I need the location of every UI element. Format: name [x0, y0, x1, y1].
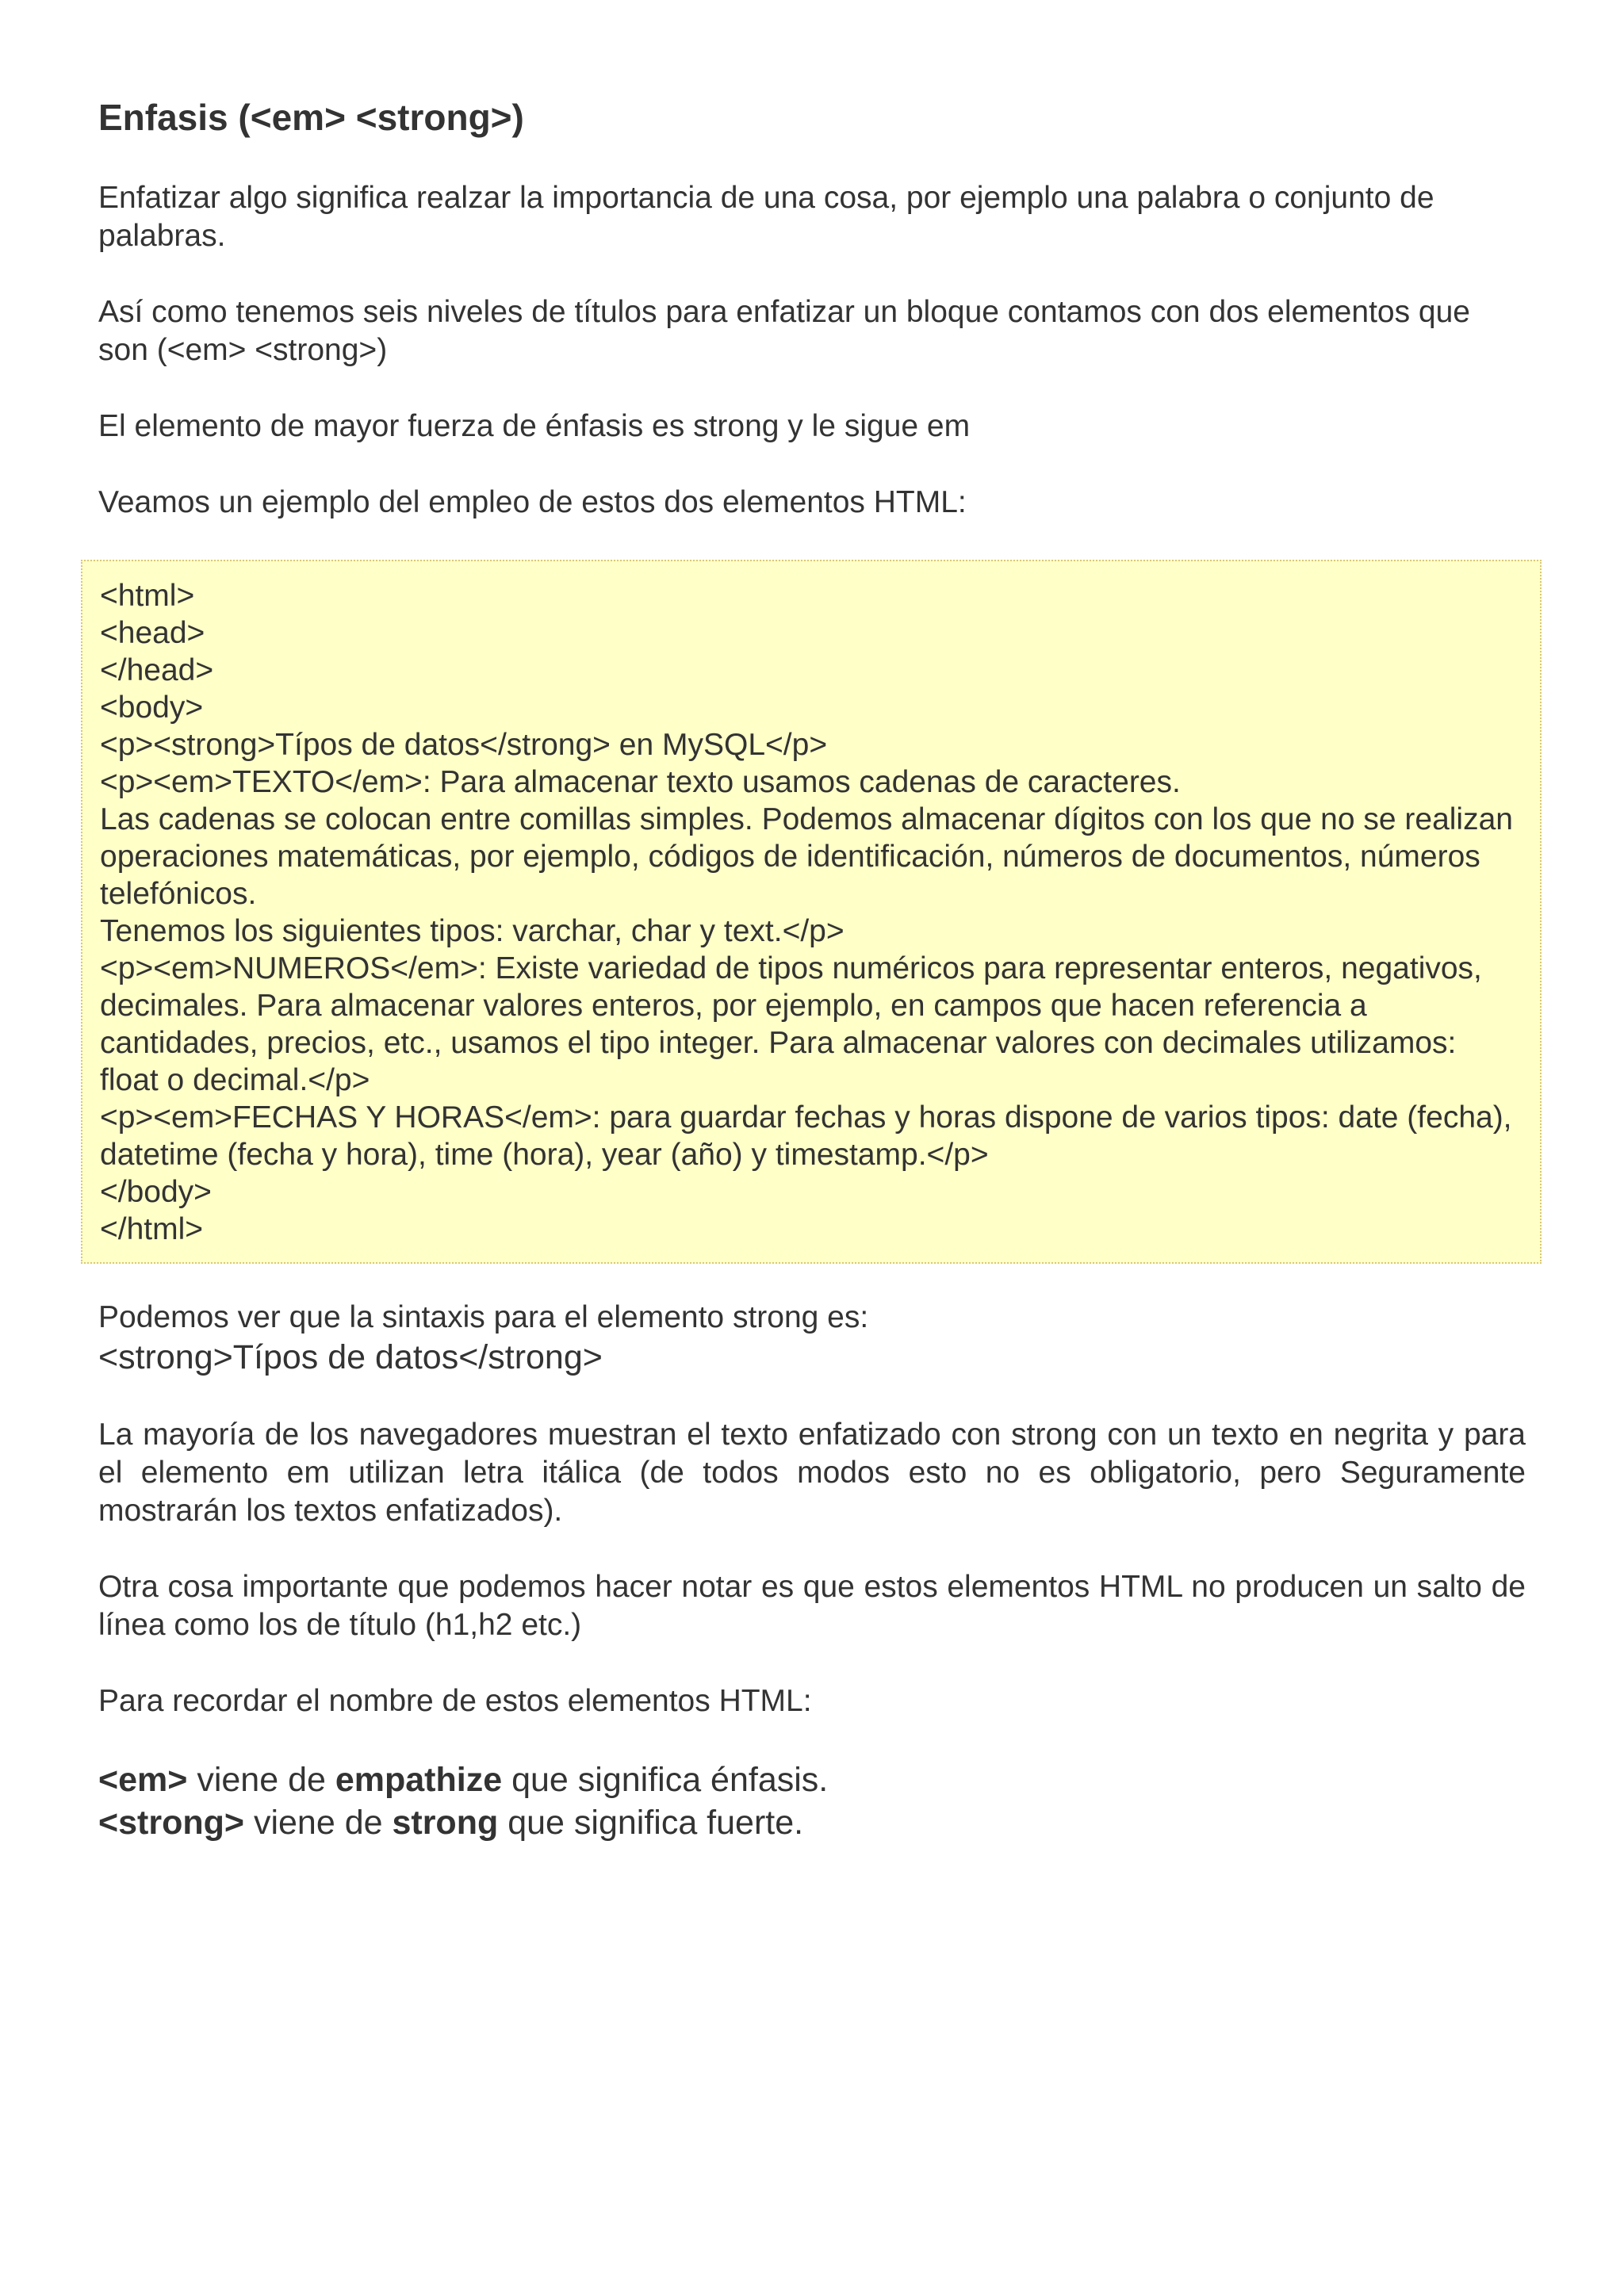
- code-line: <p><strong>Típos de datos</strong> en MySQL</p>: [100, 728, 828, 762]
- syntax-intro: Podemos ver que la sintaxis para el elemento strong es:: [98, 1300, 869, 1334]
- code-line: </body>: [100, 1175, 212, 1209]
- page-title: Enfasis (<em> <strong>): [98, 97, 524, 138]
- mnemonic-em-tag: <em>: [98, 1761, 188, 1799]
- code-line: <p><em>TEXTO</em>: Para almacenar texto usamos cadenas de caracteres.: [100, 765, 1181, 799]
- code-example-box: [81, 560, 1542, 1264]
- mnemonic-strong-end: que significa fuerte.: [498, 1804, 804, 1842]
- paragraph-definition: Enfatizar algo significa realzar la importancia de una cosa, por ejemplo una palabra o conjunto de palabras.: [98, 181, 1434, 253]
- syntax-example: <strong>Típos de datos</strong>: [98, 1338, 603, 1376]
- code-line: <p><em>FECHAS Y HORAS</em>: para guardar fechas y horas dispone de varios tipos: date (fecha), datetime (fecha y hora), time (hora), year (año) y timestamp.</p>: [100, 1100, 1521, 1172]
- mnemonic-em-end: que significa énfasis.: [502, 1761, 829, 1799]
- code-line: <p><em>NUMEROS</em>: Existe variedad de tipos numéricos para representar enteros, negativos, decimales. Para almacenar valores enteros, por ejemplo, en campos que hacen referencia a cantidades, precios, etc., usamos el tipo integer. Para almacenar valores con decimales utilizamos: float o decimal.</p>: [100, 951, 1491, 1097]
- document-page: [98, 94, 1526, 1844]
- mnemonic-strong: [98, 1801, 1526, 1844]
- mnemonic-strong-mid: viene de: [244, 1804, 393, 1842]
- mnemonic-em: [98, 1758, 1526, 1801]
- code-line: Las cadenas se colocan entre comillas simples. Podemos almacenar dígitos con los que no se realizan operaciones matemáticas, por ejemplo, códigos de identificación, números de documentos, números telefónicos.: [100, 802, 1522, 911]
- mnemonic-strong-word: strong: [392, 1804, 499, 1842]
- paragraph-strength: El elemento de mayor fuerza de énfasis es strong y le sigue em: [98, 409, 971, 443]
- mnemonic-em-word: empathize: [335, 1761, 503, 1799]
- paragraph-no-line-break: Otra cosa importante que podemos hacer notar es que estos elementos HTML no producen un salto de línea como los de título (h1,h2 etc.): [98, 1570, 1526, 1642]
- code-line: Tenemos los siguientes tipos: varchar, char y text.</p>: [100, 914, 845, 948]
- code-line: <body>: [100, 691, 204, 725]
- code-line: <html>: [100, 579, 195, 613]
- paragraph-example-intro: Veamos un ejemplo del empleo de estos dos elementos HTML:: [98, 485, 967, 519]
- paragraph-browsers: La mayoría de los navegadores muestran el texto enfatizado con strong con un texto en negrita y para el elemento em utilizan letra itálica (de todos modos esto no es obligatorio, pero Seguramente mostrarán los textos enfatizados).: [98, 1418, 1526, 1528]
- code-line: <head>: [100, 616, 205, 650]
- mnemonic-strong-tag: <strong>: [98, 1804, 244, 1842]
- paragraph-elements: Así como tenemos seis niveles de títulos para enfatizar un bloque contamos con dos elementos que son (<em> <strong>): [98, 295, 1470, 367]
- paragraph-remember-intro: Para recordar el nombre de estos elementos HTML:: [98, 1684, 812, 1718]
- code-line: </head>: [100, 653, 214, 687]
- mnemonic-em-mid: viene de: [187, 1761, 335, 1799]
- code-line: </html>: [100, 1212, 204, 1246]
